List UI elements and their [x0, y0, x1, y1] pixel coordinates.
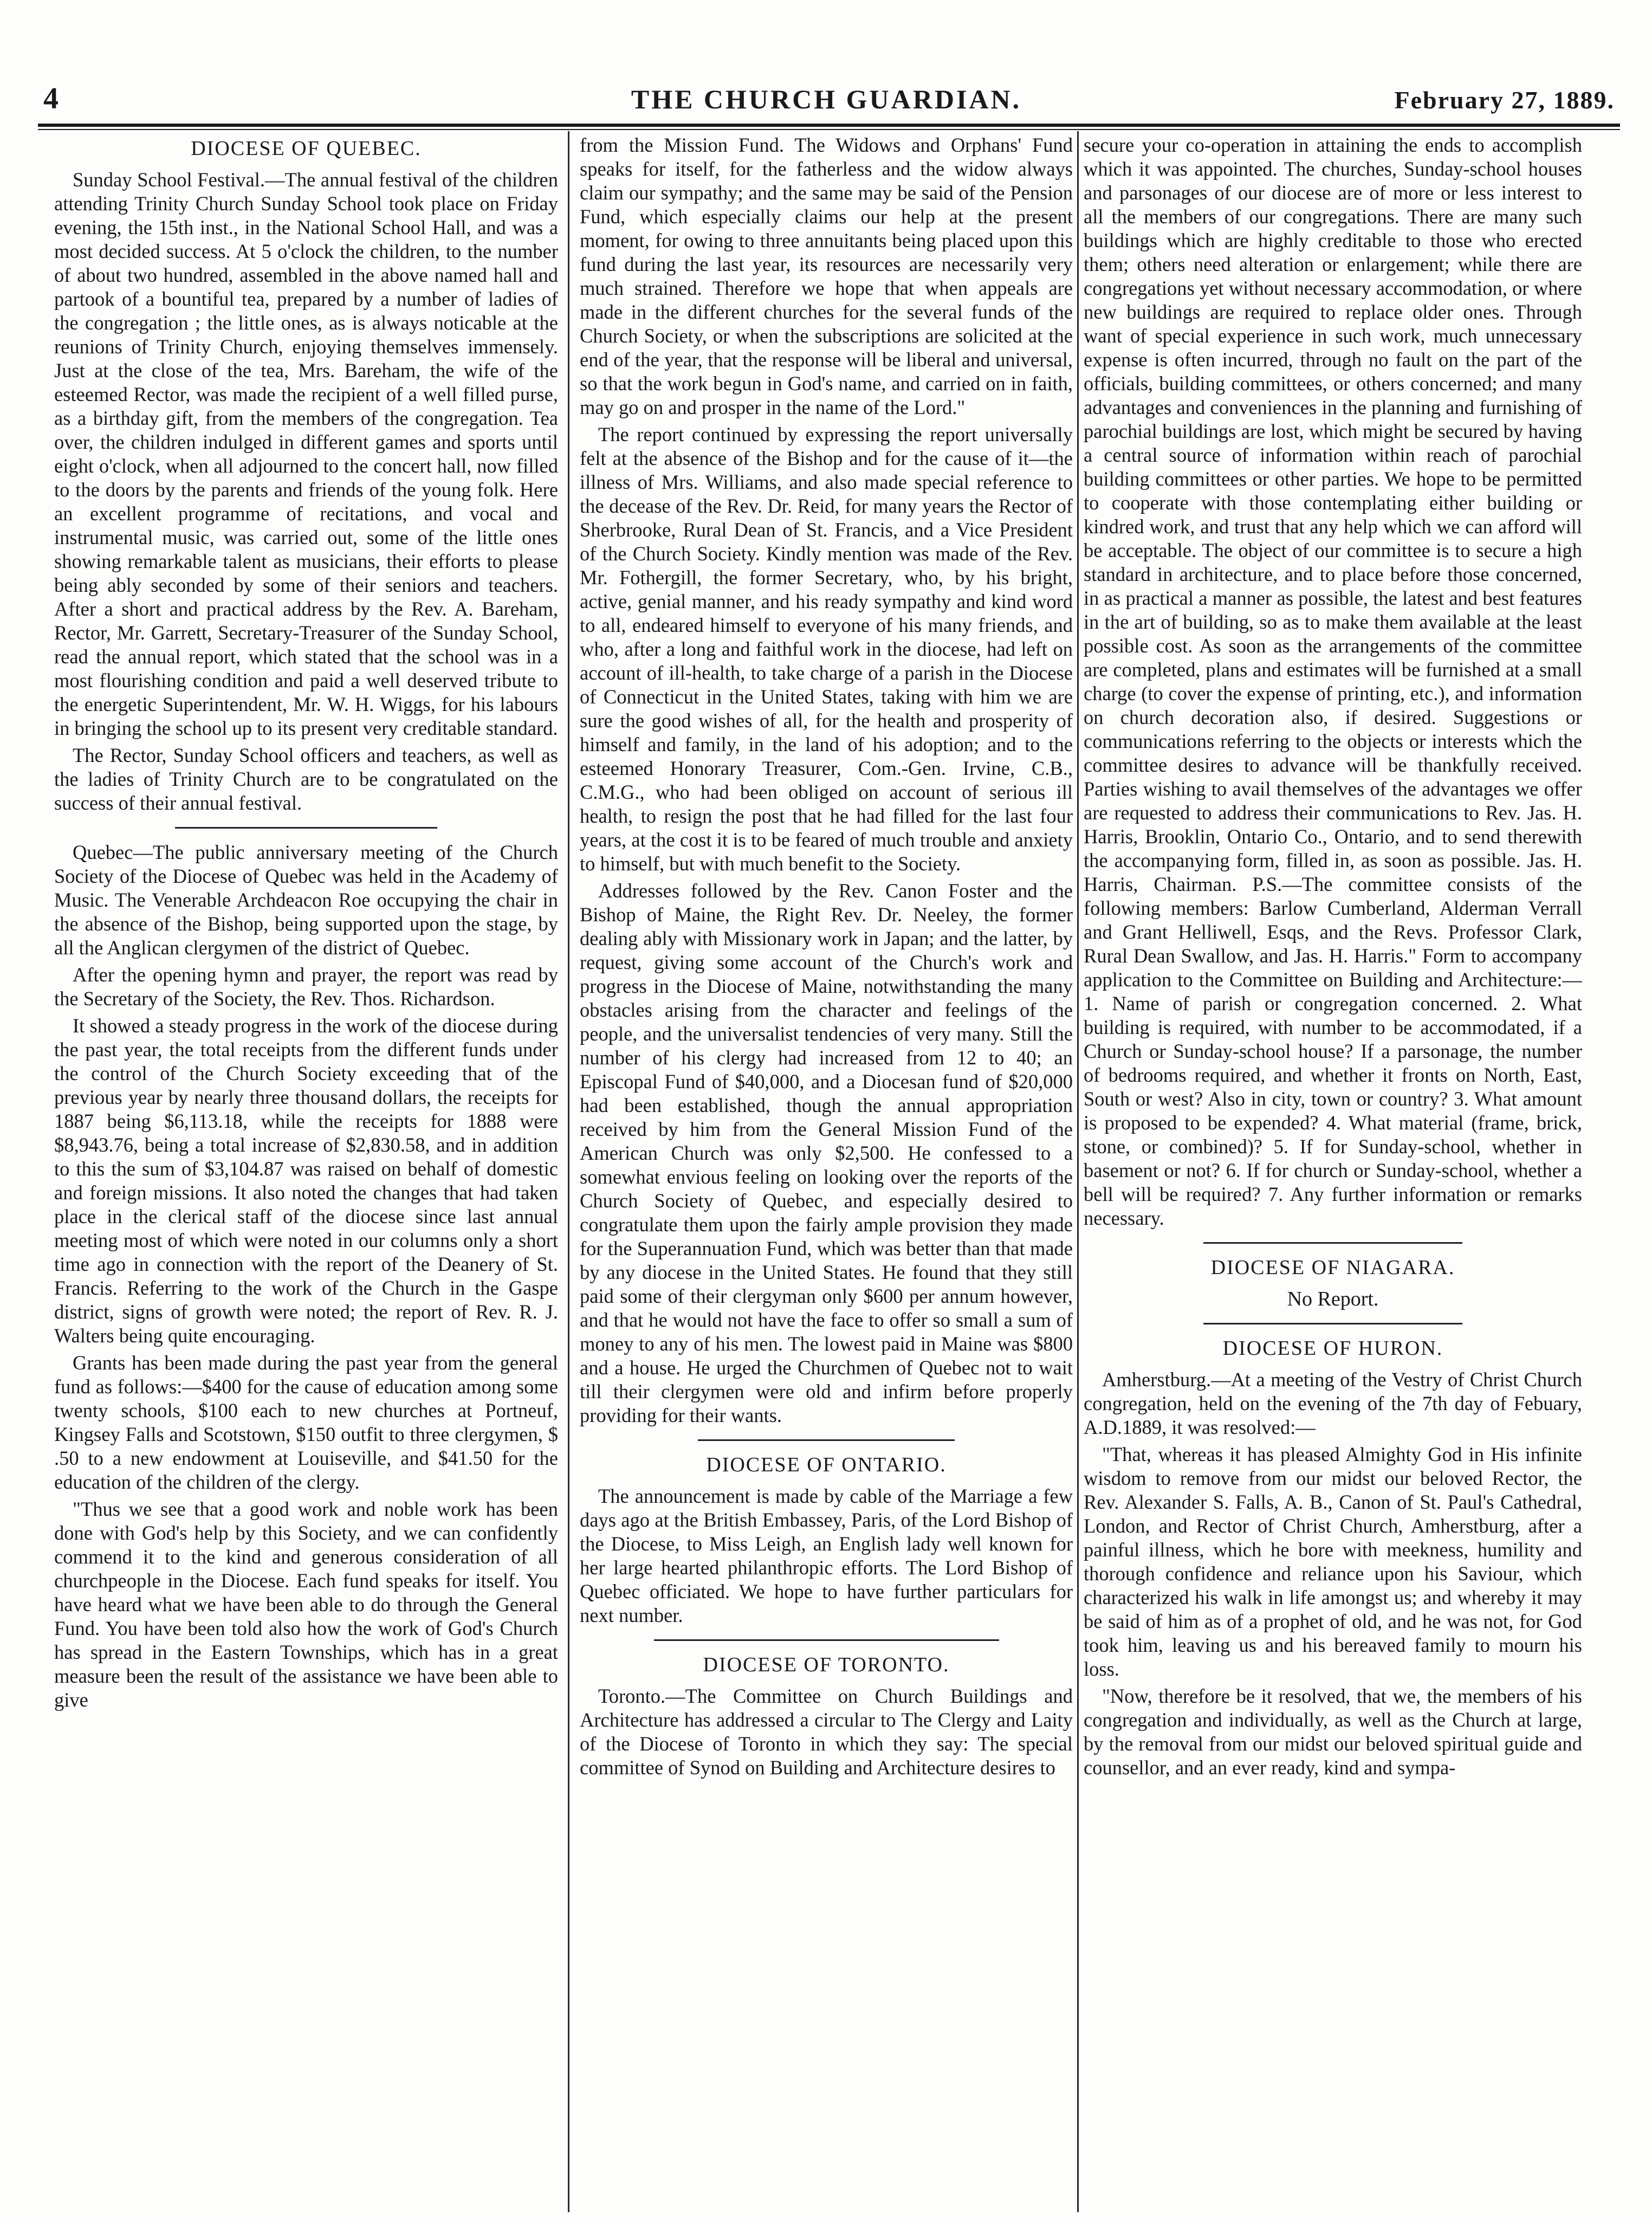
article-paragraph: Grants has been made during the past year from the general fund as follows:—$400 for the cause of education among some twenty schools, $100 each to new churches at Portneuf, Kingsey Falls and Scotstown, $150 outfit to three clergymen, $ .50 to a new endowment at Louiseville, and $41.50 for the education of the children of the clergy. — [54, 1352, 558, 1493]
article-paragraph: "Thus we see that a good work and noble work has been done with God's help by this Society, and we can confidently commend it to the kind and generous consideration of all churchpeople in the Diocese. Each fund speaks for itself. You have heard what we have been able to do through the General Fund. You have been told also how the work of God's Church has spread in the Eastern Townships, which has in a great measure been the result of the assistance we have been able to give — [54, 1498, 558, 1711]
column-2 — [580, 133, 1073, 2209]
article-paragraph: "Now, therefore be it resolved, that we, the members of his congregation and individually, as well as the Church at large, by the removal from our midst our beloved spiritual guide and counsellor, and an ever ready, kind and sympa- — [1084, 1685, 1582, 1779]
article-paragraph: It showed a steady progress in the work of the diocese during the past year, the total receipts from the different funds under the control of the Church Society exceeding that of the previous year by nearly three thousand dollars, the receipts for 1887 being $6,113.18, while the receipts for 1888 were $8,943.76, being a total increase of $2,830.58, and in addition to this the sum of $3,104.87 was raised on behalf of domestic and foreign missions. It also noted the changes that had taken place in the clerical staff of the diocese since last annual meeting most of which were noted in our columns only a short time ago in connection with the report of the Deanery of St. Francis. Referring to the work of the Church in the Gaspe district, signs of growth were noted; the report of Rev. R. J. Walters being quite encouraging. — [54, 1014, 558, 1347]
article-paragraph: The announcement is made by cable of the Marriage a few days ago at the British Embassey, Paris, of the Lord Bishop of the Diocese, to Miss Leigh, an English lady well known for her large hearted philanthropic efforts. The Lord Bishop of Quebec officiated. We hope to have further particulars for next number. — [580, 1485, 1073, 1626]
article-paragraph: The Rector, Sunday School officers and teachers, as well as the ladies of Trinity Church are to be congratulated on the success of their annual festival. — [54, 744, 558, 814]
article-separator — [175, 827, 437, 829]
section-heading-toronto: DIOCESE OF TORONTO. — [703, 1653, 950, 1676]
issue-date: February 27, 1889. — [1394, 86, 1615, 114]
section-heading-huron: DIOCESE OF HURON. — [1222, 1337, 1443, 1360]
header-rule — [38, 124, 1620, 127]
column-3 — [1084, 133, 1582, 2209]
article-separator — [1203, 1323, 1462, 1324]
header-rule-thin — [38, 129, 1620, 130]
article-paragraph: Quebec—The public anniversary meeting of the Church Society of the Diocese of Quebec was held in the Academy of Music. The Venerable Archdeacon Roe occupying the chair in the absence of the Bishop, being supported upon the stage, by all the Anglican clergymen of the district of Quebec. — [54, 841, 558, 959]
article-paragraph: secure your co-operation in attaining the ends to accomplish which it was appointed. The churches, Sunday-school houses and parsonages of our diocese are of more or less interest to all the members of our congregations. There are many such buildings which are highly creditable to those who erected them; others need alteration or enlargement; while there are congregations yet without necessary accommodation, or where new buildings are required to replace older ones. Through want of special experience in such work, much unnecessary expense is often incurred, through no fault on the part of the officials, building committees, or others concerned; and many advantages and conveniences in the planning and furnishing of parochial buildings are lost, which might be secured by having a central source of information within reach of parochial building committees or other parties. We hope to be permitted to cooperate with those contemplating either building or kindred work, and trust that any help which we can afford will be acceptable. The object of our committee is to secure a high standard in architecture, and to place before those concerned, in as practical a manner as possible, the latest and best features in the art of building, so as to make them available at the least possible cost. As soon as the arrangements of the committee are completed, plans and estimates will be furnished at a small charge (to cover the expense of printing, etc.), and information on church decoration also, if desired. Suggestions or communications referring to the objects or interests which the committee desires to advance will be thankfully received. Parties wishing to avail themselves of the advantages we offer are requested to address their communications to Rev. Jas. H. Harris, Brooklin, Ontario Co., Ontario, and to send therewith the accompanying form, filled in, as soon as possible. Jas. H. Harris, Chairman. P.S.—The committee consists of the following members: Barlow Cumberland, Alderman Verrall and Grant Helliwell, Esqs, and the Revs. Professor Clark, Rural Dean Swallow, and Jas. H. Harris." Form to accompany application to the Committee on Building and Architecture:—1. Name of parish or congregation concerned. 2. What building is required, with number to be accommodated, if a Church or Sunday-school house? If a parsonage, the number of bedrooms required, and whether it fronts on North, East, South or west? Also in city, town or country? 3. What amount is proposed to be expended? 4. What material (frame, brick, stone, or combined)? 5. If for Sunday-school, whether in basement or not? 6. If for church or Sunday-school, whether a bell will be required? 7. Any further information or remarks necessary. — [1084, 134, 1582, 1229]
article-separator — [698, 1439, 954, 1441]
page-number: 4 — [43, 82, 59, 115]
niagara-note: No Report. — [1287, 1288, 1379, 1310]
article-paragraph: "That, whereas it has pleased Almighty God in His infinite wisdom to remove from our midst our beloved Rector, the Rev. Alexander S. Falls, A. B., Canon of St. Paul's Cathedral, London, and Rector of Christ Church, Amherstburg, after a painful illness, which he bore with meekness, humility and thorough confidence and reliance upon his Saviour, which characterized his walk in life amongst us; and whereby it may be said of him as of a prophet of old, and he was not, for God took him, leaving us and his bereaved family to mourn his loss. — [1084, 1443, 1582, 1680]
column-divider — [568, 131, 569, 2212]
article-separator — [654, 1639, 999, 1641]
article-paragraph: from the Mission Fund. The Widows and Orphans' Fund speaks for itself, for the fatherless and the widow always claim our sympathy; and the same may be said of the Pension Fund, which especially claims our help at the present moment, for owing to three annuitants being placed upon this fund during the last year, its resources are necessarily very much strained. Therefore we hope that when appeals are made in the different churches for the several funds of the Church Society, or when the subscriptions are solicited at the end of the year, that the response will be liberal and universal, so that the work begun in God's name, and carried on in faith, may go on and prosper in the name of the Lord." — [580, 134, 1073, 418]
article-paragraph: After the opening hymn and prayer, the report was read by the Secretary of the Society, the Rev. Thos. Richardson. — [54, 964, 558, 1010]
section-heading-ontario: DIOCESE OF ONTARIO. — [706, 1453, 947, 1476]
section-heading-quebec: DIOCESE OF QUEBEC. — [191, 137, 422, 160]
article-paragraph: Addresses followed by the Rev. Canon Foster and the Bishop of Maine, the Right Rev. Dr. Neeley, the former dealing ably with Missionary work in Japan; and the latter, by request, giving some account of the Church's work and progress in the Diocese of Maine, notwithstanding the many obstacles arising from the character and feelings of the people, and the universalist tendencies of very many. Still the number of his clergy had increased from 12 to 40; an Episcopal Fund of $40,000, and a Diocesan fund of $20,000 had been established, though the annual appropriation received by him from the General Mission Fund of the American Church was only $2,500. He confessed to a somewhat envious feeling on looking over the reports of the Church Society of Quebec, and especially desired to congratulate them upon the fairly ample provision they made for the Superannuation Fund, which was better than that made by any diocese in the United States. He found that they still paid some of their clergyman only $600 per annum however, and that he would not have the face to offer so small a sum of money to any of his men. The lowest paid in Maine was $800 and a house. He urged the Churchmen of Quebec not to wait till their clergymen were old and infirm before properly providing for their wants. — [580, 880, 1073, 1426]
article-paragraph: Toronto.—The Committee on Church Buildings and Architecture has addressed a circular to The Clergy and Laity of the Diocese of Toronto in which they say: The special committee of Synod on Building and Architecture desires to — [580, 1685, 1073, 1779]
section-heading-niagara: DIOCESE OF NIAGARA. — [1210, 1256, 1455, 1279]
masthead-title: THE CHURCH GUARDIAN. — [631, 84, 1022, 114]
column-1 — [54, 133, 558, 2209]
article-paragraph: Amherstburg.—At a meeting of the Vestry of Christ Church congregation, held on the evening of the 7th day of Febuary, A.D.1889, it was resolved:— — [1084, 1368, 1582, 1438]
column-divider — [1077, 131, 1079, 2212]
page-header — [33, 81, 1620, 119]
article-separator — [1203, 1242, 1462, 1244]
article-paragraph: Sunday School Festival.—The annual festival of the children attending Trinity Church Sunday School took place on Friday evening, the 15th inst., in the National School Hall, and was a most decided success. At 5 o'clock the children, to the number of about two hundred, assembled in the above named hall and partook of a bountiful tea, prepared by a number of ladies of the congregation ; the little ones, as is always noticable at the reunions of Trinity Church, enjoying themselves immensely. Just at the close of the tea, Mrs. Bareham, the wife of the esteemed Rector, was made the recipient of a well filled purse, as a birthday gift, from the members of the congregation. Tea over, the children indulged in different games and sports until eight o'clock, when all adjourned to the concert hall, now filled to the doors by the parents and friends of the young folk. Here an excellent programme of recitations, and vocal and instrumental music, was carried out, some of the little ones showing remarkable talent as musicians, their efforts to please being ably seconded by some of their seniors and teachers. After a short and practical address by the Rev. A. Bareham, Rector, Mr. Garrett, Secretary-Treasurer of the Sunday School, read the annual report, which stated that the school was in a most flourishing condition and paid a well deserved tribute to the energetic Superintendent, Mr. W. H. Wiggs, for his labours in bringing the school up to its present very creditable standard. — [54, 169, 558, 739]
article-paragraph: The report continued by expressing the report universally felt at the absence of the Bishop and for the cause of it—the illness of Mrs. Williams, and also made special reference to the decease of the Rev. Dr. Reid, for many years the Rector of Sherbrooke, Rural Dean of St. Francis, and a Vice President of the Church Society. Kindly mention was made of the Rev. Mr. Fothergill, the former Secretary, who, by his bright, active, genial manner, and his ready sympathy and kind word to all, endeared himself to everyone of his many friends, and who, after a long and faithful work in the diocese, had left on account of ill-health, to take charge of a parish in the Diocese of Connecticut in the United States, taking with him we are sure the good wishes of all, for the health and prosperity of himself and family, in the land of his adoption; and to the esteemed Honorary Treasurer, Com.-Gen. Irvine, C.B., C.M.G., who had been obliged on account of serious ill health, to resign the post that he had filled for the last four years, at the cost it is to be feared of much trouble and anxiety to himself, but with much benefit to the Society. — [580, 423, 1073, 875]
